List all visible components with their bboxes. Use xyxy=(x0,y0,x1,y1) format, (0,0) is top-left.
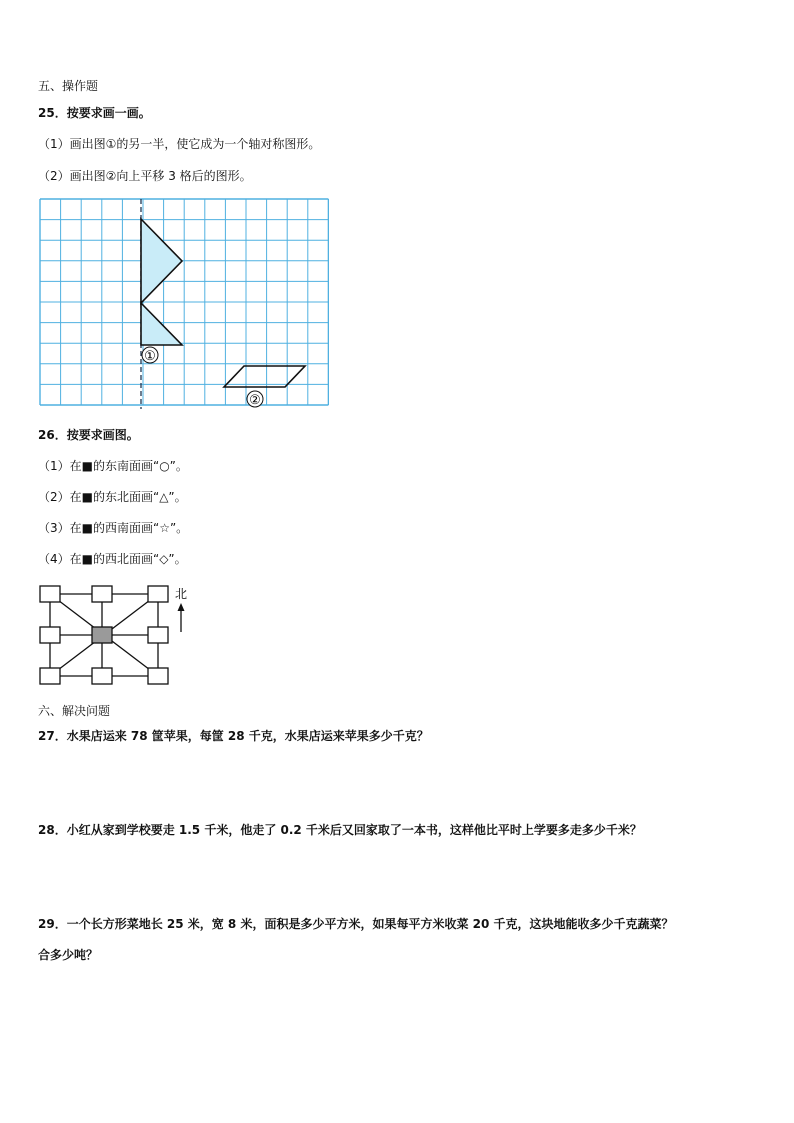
question-26-stem: 26．按要求画图。 xyxy=(38,428,139,442)
question-26-part-3: （3）在■的西南面画“☆”。 xyxy=(38,521,189,535)
section-title-problems: 六、解决问题 xyxy=(38,704,111,718)
north-arrow-head xyxy=(178,603,185,611)
shape-1-label: ① xyxy=(144,349,156,364)
question-26-part-2: （2）在■的东北面画“△”。 xyxy=(38,490,187,504)
section-title-operation: 五、操作题 xyxy=(38,79,99,93)
shape-2-label: ② xyxy=(249,393,261,408)
north-label: 北 xyxy=(174,587,188,601)
question-29-line-2: 合多少吨？ xyxy=(38,948,99,962)
shape-2-trapezoid xyxy=(224,366,305,387)
question-25-part-1: （1）画出图①的另一半，使它成为一个轴对称图形。 xyxy=(38,137,321,151)
question-26-part-4: （4）在■的西北面画“◇”。 xyxy=(38,552,187,566)
question-29-line-1: 29．一个长方形菜地长 25 米，宽 8 米，面积是多少平方米，如果每平方米收菜 20 千克，这块地能收多少千克蔬菜？ xyxy=(38,917,674,931)
question-26-part-1: （1）在■的东南面画“○”。 xyxy=(38,459,188,473)
shape-1-upper-triangle xyxy=(141,219,182,303)
center-square xyxy=(92,627,112,643)
question-25-part-2: （2）画出图②向上平移 3 格后的图形。 xyxy=(38,169,252,183)
grid-lines xyxy=(40,199,328,405)
question-27: 27．水果店运来 78 筐苹果，每筐 28 千克，水果店运来苹果多少千克？ xyxy=(38,729,429,743)
direction-figure xyxy=(38,582,198,690)
question-28: 28．小红从家到学校要走 1.5 千米，他走了 0.2 千米后又回家取了一本书，这样他比平时上学要多走多少千米？ xyxy=(38,823,642,837)
question-25-stem: 25．按要求画一画。 xyxy=(38,106,151,120)
shape-1-lower-triangle xyxy=(141,303,182,345)
grid-figure xyxy=(39,198,329,410)
